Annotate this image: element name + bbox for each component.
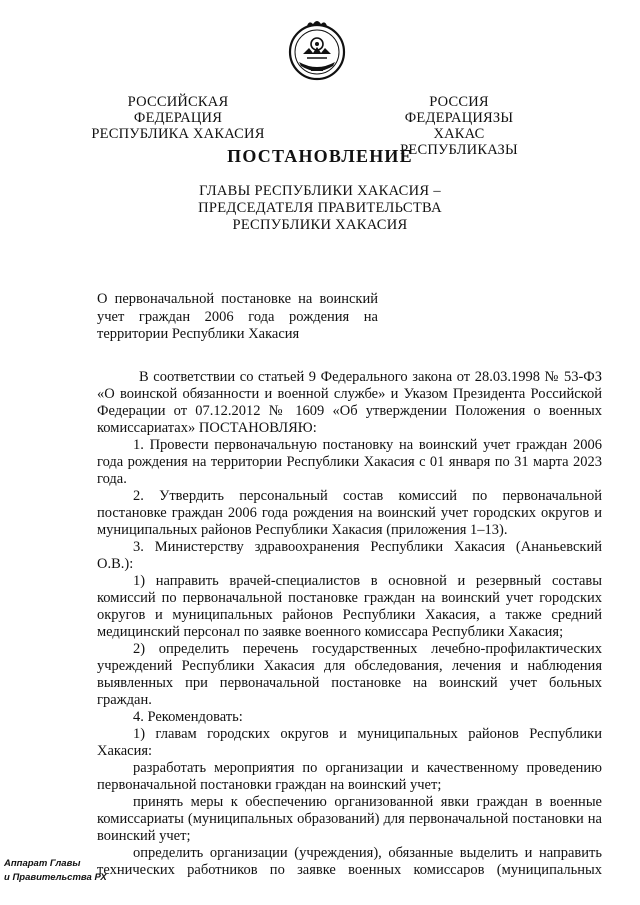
header-left bbox=[88, 94, 268, 142]
stamp-line2: и Правительства РХ bbox=[4, 872, 107, 883]
document-subtitle bbox=[0, 183, 640, 234]
header-right-line1: РОССИЯ ФЕДЕРАЦИЯЗЫ bbox=[404, 94, 514, 126]
paragraph-item-3-2: 2) определить перечень государственных лечебно-профилактических учреждений Республики Хакасия для обследования, лечения и наблюдения выявленных при первоначальной постановке на воинский учет больных граждан. bbox=[97, 641, 602, 708]
paragraph-item-3: 3. Министерству здравоохранения Республики Хакасия (Ананьевский О.В.): bbox=[97, 539, 602, 572]
paragraph-item-4-1-a: разработать мероприятия по организации и качественному проведению первоначальной постановки граждан на воинский учет; bbox=[97, 760, 602, 793]
subject-line1: О первоначальной постановке на воинский bbox=[97, 291, 378, 307]
paragraph-item-4-1: 1) главам городских округов и муниципальных районов Республики Хакасия: bbox=[97, 726, 602, 759]
paragraph-item-3-1: 1) направить врачей-специалистов в основной и резервный составы комиссий по первоначальной постановке граждан на воинский учет городских округов и муниципальных районов Республики Хакасия, а также средний медицинский персонал по заявке военного комиссара Республики Хакасия; bbox=[97, 573, 602, 640]
paragraph-preamble: В соответствии со статьей 9 Федерального закона от 28.03.1998 № 53-ФЗ «О воинской обязанности и военной службе» и Указом Президента Российской Федерации от 07.12.2012 № 1609 «Об утверждении Положения о военных комиссариатах» ПОСТАНОВЛЯЮ: bbox=[97, 369, 602, 436]
subject-line3: территории Республики Хакасия bbox=[97, 326, 300, 342]
subtitle-line1: ГЛАВЫ РЕСПУБЛИКИ ХАКАСИЯ – bbox=[199, 183, 441, 199]
subject-block bbox=[97, 291, 378, 344]
header-left-line2: РЕСПУБЛИКА ХАКАСИЯ bbox=[91, 126, 265, 142]
paragraph-item-2: 2. Утвердить персональный состав комиссий по первоначальной постановке граждан 2006 года рождения на воинский учет городских округов и муниципальных районов Республики Хакасия (приложения 1–13). bbox=[97, 488, 602, 538]
document-body bbox=[97, 369, 602, 879]
stamp-line1: Аппарат Главы bbox=[4, 858, 81, 869]
paragraph-item-4-1-c: определить организации (учреждения), обязанные выделить и направить технических работников по заявке военных комиссаров (муниципальных bbox=[97, 845, 602, 878]
subject-line2: учет граждан 2006 года рождения на bbox=[97, 308, 378, 325]
coat-of-arms-icon bbox=[285, 18, 349, 82]
office-stamp bbox=[4, 857, 107, 885]
subtitle-line2: ПРЕДСЕДАТЕЛЯ ПРАВИТЕЛЬСТВА bbox=[198, 200, 442, 216]
subtitle-line3: РЕСПУБЛИКИ ХАКАСИЯ bbox=[232, 217, 408, 233]
paragraph-item-1: 1. Провести первоначальную постановку на воинский учет граждан 2006 года рождения на территории Республики Хакасия с 01 января по 31 марта 2023 года. bbox=[97, 437, 602, 487]
header-left-line1: РОССИЙСКАЯ ФЕДЕРАЦИЯ bbox=[127, 94, 229, 126]
header-right-line2: ХАКАС РЕСПУБЛИКАЗЫ bbox=[400, 126, 518, 158]
paragraph-item-4-1-b: принять меры к обеспечению организованной явки граждан в военные комиссариаты (муниципальных образований) для первоначальной постановки на воинский учет; bbox=[97, 794, 602, 844]
paragraph-item-4: 4. Рекомендовать: bbox=[133, 709, 243, 725]
document-title: ПОСТАНОВЛЕНИЕ bbox=[227, 146, 413, 166]
